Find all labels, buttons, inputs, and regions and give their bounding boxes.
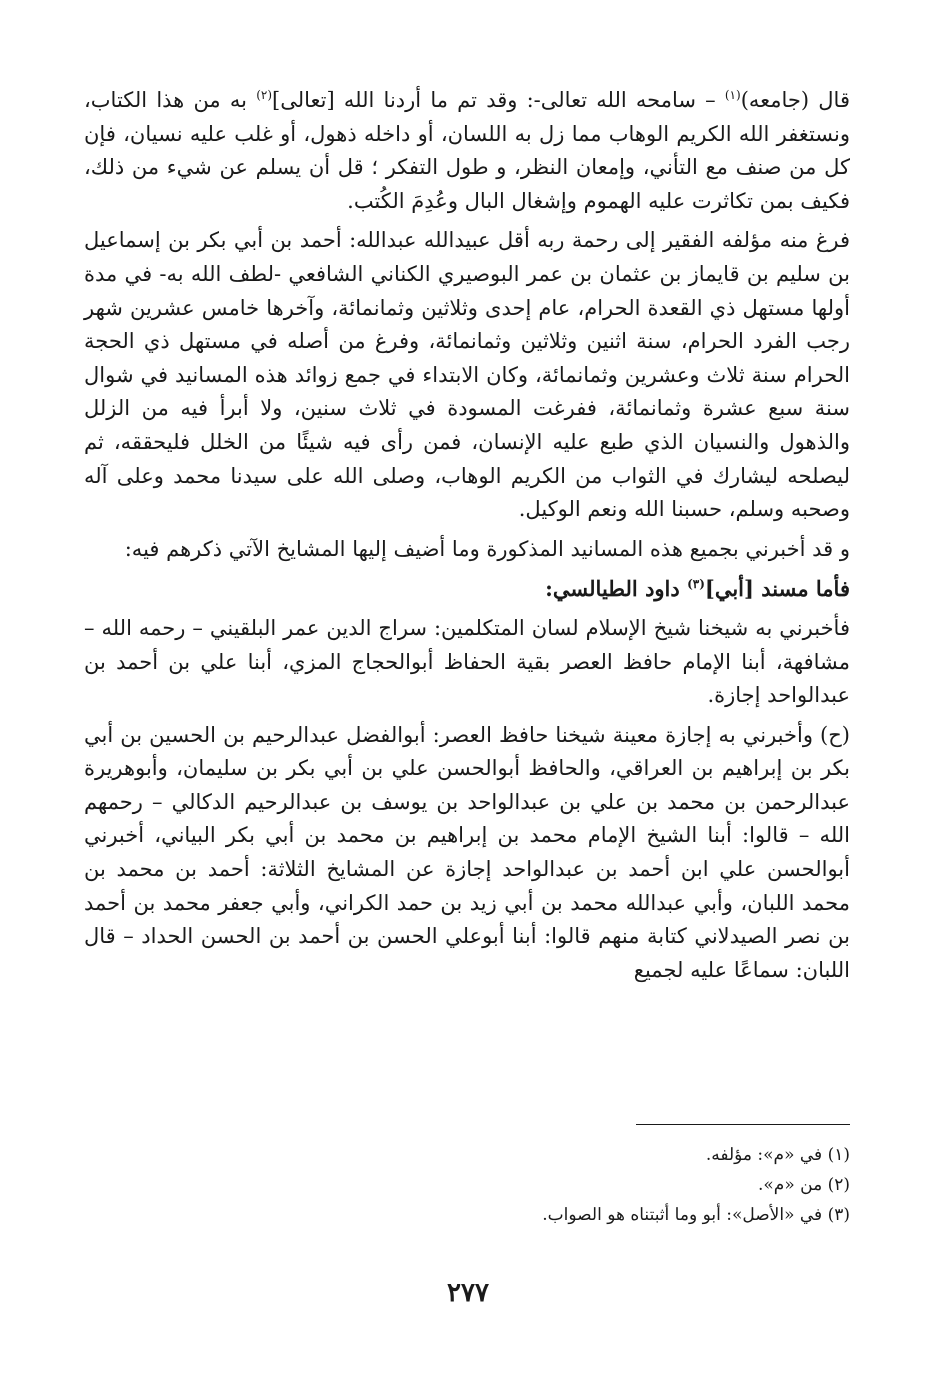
footnote-ref-1[interactable]: (١)	[724, 88, 741, 102]
heading-rest: داود الطيالسي:	[545, 576, 688, 602]
section-heading-tayalisi	[84, 572, 850, 606]
page-number: ٢٧٧	[447, 1278, 489, 1308]
paragraph-colophon: فرغ منه مؤلفه الفقير إلى رحمة ربه أقل عبيدالله عبدالله: أحمد بن أبي بكر بن إسماعيل بن سليم بن قايماز بن عثمان بن عمر البوصيري الكناني الشافعي -لطف الله به- في مدة أولها مستهل ذي القعدة الحرام، عام إحدى وثلاثين وثمانمائة، وآخرها خامس عشرين شهر رجب الفرد الحرام، سنة اثنين وثلاثين وثمانمائة، وفرغ من أصله في مستهل ذي الحجة الحرام سنة ثلاث وعشرين وثمانمائة، وكان الابتداء في جمع زوائد هذه المسانيد في شوال سنة سبع عشرة وثمانمائة، ففرغت المسودة في ثلاث سنين، ولا أبرأ فيه من الزلل والذهول والنسيان الذي طبع عليه الإنسان، فمن رأى فيه شيئًا من الخلل فليحققه، ثم ليصلحه ليشارك في الثواب من الكريم الوهاب، وصلى الله على سيدنا محمد وعلى آله وصحبه وسلم، حسبنا الله ونعم الوكيل.	[84, 228, 850, 522]
footnote-divider	[636, 1124, 850, 1125]
footnote-ref-2[interactable]: (٢)	[256, 88, 273, 102]
heading-lead: فأما مسند [أبي]	[704, 576, 850, 602]
page-body	[84, 84, 850, 993]
para1-lead: قال (جامعه)	[740, 88, 850, 112]
para1-mid: – سامحه الله تعالى-: وقد تم ما أردنا الله [تعالى]	[272, 88, 725, 112]
footnote-ref-3[interactable]: (٣)	[687, 577, 705, 592]
footnote-3: (٣) في «الأصل»: أبو وما أثبتناه هو الصواب.	[542, 1205, 850, 1225]
paragraph-transmission-intro: و قد أخبرني بجميع هذه المسانيد المذكورة وما أضيف إليها المشايخ الآتي ذكرهم فيه:	[124, 536, 850, 561]
paragraph-chain-1: فأخبرني به شيخنا شيخ الإسلام لسان المتكلمين: سراج الدين عمر البلقيني – رحمه الله – مشافهة، أبنا الإمام حافظ العصر بقية الحفاظ أبوالحجاج المزي، أبنا علي بن أحمد بن عبدالواحد إجازة.	[84, 615, 850, 708]
paragraph-chain-2: (ح) وأخبرني به إجازة معينة شيخنا حافظ العصر: أبوالفضل عبدالرحيم بن الحسين بن أبي بكر بن إبراهيم بن العراقي، والحافظ أبوالحسن علي بن أبي بكر بن سليمان، وأبوهريرة عبدالرحمن بن محمد بن علي بن عبدالواحد بن يوسف بن عبدالرحيم الدكالي – رحمهم الله – قالوا: أبنا الشيخ الإمام محمد بن إبراهيم بن محمد بن أبي بكر البياني، أخبرني أبوالحسن علي ابن أحمد بن عبدالواحد إجازة عن المشايخ الثلاثة: أحمد بن محمد بن محمد اللبان، وأبي عبدالله محمد بن أبي زيد بن حمد الكراني، وأبي جعفر محمد بن أحمد بن نصر الصيدلاني كتابة منهم قالوا: أبنا أبوعلي الحسن بن أحمد بن الحسن الحداد – قال اللبان: سماعًا عليه لجميع	[84, 722, 850, 982]
footnote-1: (١) في «م»: مؤلفه.	[705, 1145, 850, 1165]
footnotes	[84, 1140, 850, 1230]
paragraph-closing	[84, 84, 850, 218]
para1-rest: به من هذا الكتاب، ونستغفر الله الكريم الوهاب مما زل به اللسان، أو داخله ذهول، أو غلب عليه نسيان، فإن كل من صنف مع التأني، وإمعان النظر، و طول التفكر ؛ قل أن يسلم عن شيء من ذلك، فكيف بمن تكاثرت عليه الهموم وإشغال البال وعُدِمَ الكُتب.	[84, 88, 850, 213]
footnote-2: (٢) من «م».	[758, 1175, 850, 1195]
